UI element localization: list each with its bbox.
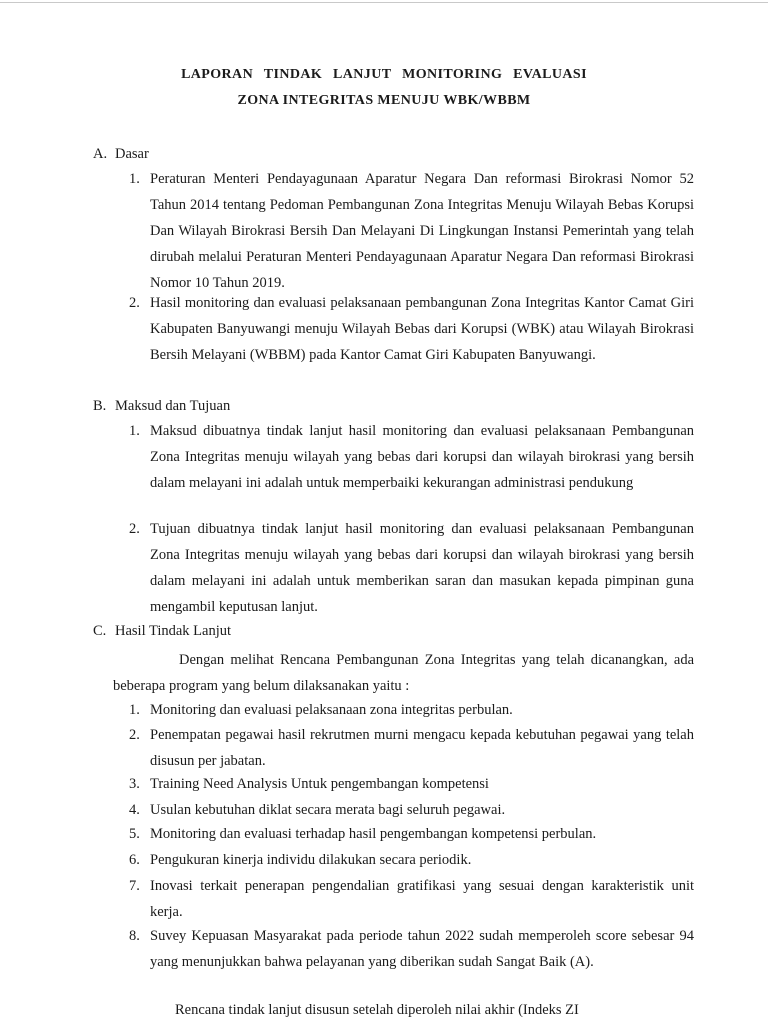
section-a-letter: A.: [93, 146, 108, 162]
section-c-closing: Rencana tindak lanjut disusun setelah diperoleh nilai akhir (Indeks ZI: [175, 1002, 579, 1018]
section-c-item-2: [129, 722, 694, 774]
list-text: Peraturan Menteri Pendayagunaan Aparatur Negara Dan reformasi Birokrasi Nomor 52 Tahun 2014 tentang Pedoman Pembangunan Zona Integritas Menuju Wilayah Bebas Korupsi Dan Wilayah Birokrasi Bersih Dan Melayani Di Lingkungan Instansi Pemerintah yang telah dirubah melalui Peraturan Menteri Pendayagunaan Aparatur Negara Dan reformasi Birokrasi Nomor 10 Tahun 2019.: [150, 171, 694, 291]
list-text: Monitoring dan evaluasi pelaksanaan zona integritas perbulan.: [150, 702, 513, 718]
section-a-item-1: [129, 166, 694, 296]
list-text: Suvey Kepuasan Masyarakat pada periode tahun 2022 sudah memperoleh score sebesar 94 yang menunjukkan bahwa pelayanan yang diberikan sudah Sangat Baik (A).: [150, 928, 694, 970]
list-text: Penempatan pegawai hasil rekrutmen murni mengacu kepada kebutuhan pegawai yang telah disusun per jabatan.: [150, 727, 694, 769]
list-text: Maksud dibuatnya tindak lanjut hasil monitoring dan evaluasi pelaksanaan Pembangunan Zona Integritas menuju wilayah yang bebas dari korupsi dan wilayah birokrasi yang bersih dalam melayani ini adalah untuk memperbaiki kekurangan administrasi pendukung: [150, 423, 694, 491]
list-text: Training Need Analysis Untuk pengembangan kompetensi: [150, 776, 489, 792]
section-b-letter: B.: [93, 398, 107, 414]
section-b-item-2: [129, 516, 694, 620]
list-text: Hasil monitoring dan evaluasi pelaksanaan pembangunan Zona Integritas Kantor Camat Giri Kabupaten Banyuwangi menuju Wilayah Bebas dari Korupsi (WBK) atau Wilayah Birokrasi Bersih Melayani (WBBM) pada Kantor Camat Giri Kabupaten Banyuwangi.: [150, 295, 694, 363]
section-a-item-2: [129, 290, 694, 368]
scan-edge-line: [0, 2, 768, 3]
section-c-item-8: [129, 923, 694, 975]
list-number: 2.: [129, 521, 140, 537]
section-c-heading: [93, 623, 231, 640]
list-number: 3.: [129, 776, 140, 792]
section-a-heading: [93, 146, 149, 163]
list-number: 4.: [129, 802, 140, 818]
list-number: 5.: [129, 826, 140, 842]
section-c-title: Hasil Tindak Lanjut: [115, 623, 232, 639]
list-text: Monitoring dan evaluasi terhadap hasil pengembangan kompetensi perbulan.: [150, 826, 597, 842]
list-text: Pengukuran kinerja individu dilakukan secara periodik.: [150, 852, 472, 868]
list-text: Inovasi terkait penerapan pengendalian gratifikasi yang sesuai dengan karakteristik unit kerja.: [150, 878, 694, 920]
list-number: 6.: [129, 852, 140, 868]
document-title-line1: LAPORAN TINDAK LANJUT MONITORING EVALUASI: [181, 67, 587, 82]
section-b-title: Maksud dan Tujuan: [115, 398, 231, 414]
list-number: 8.: [129, 928, 140, 944]
list-number: 1.: [129, 702, 140, 718]
list-text: Usulan kebutuhan diklat secara merata bagi seluruh pegawai.: [150, 802, 506, 818]
list-text: Tujuan dibuatnya tindak lanjut hasil monitoring dan evaluasi pelaksanaan Pembangunan Zona Integritas menuju wilayah yang bebas dari korupsi dan wilayah birokrasi yang bersih dalam melayani ini adalah untuk memberikan saran dan masukan kepada pimpinan guna mengambil keputusan lanjut.: [150, 521, 694, 615]
list-number: 1.: [129, 423, 140, 439]
list-number: 7.: [129, 878, 140, 894]
section-a-title: Dasar: [115, 146, 149, 162]
section-c-item-5: [129, 821, 694, 847]
list-number: 1.: [129, 171, 140, 187]
section-b-item-1: [129, 418, 694, 496]
section-c-letter: C.: [93, 623, 107, 639]
list-number: 2.: [129, 727, 140, 743]
section-c-intro: Dengan melihat Rencana Pembangunan Zona Integritas yang telah dicanangkan, ada beberapa program yang belum dilaksanakan yaitu :: [113, 652, 694, 694]
section-c-item-1: [129, 697, 694, 723]
section-b-heading: [93, 398, 230, 415]
section-c-item-4: [129, 797, 694, 823]
document-title-line2: ZONA INTEGRITAS MENUJU WBK/WBBM: [237, 93, 531, 108]
list-number: 2.: [129, 295, 140, 311]
section-c-item-3: [129, 771, 694, 797]
section-c-item-7: [129, 873, 694, 925]
section-c-item-6: [129, 847, 694, 873]
